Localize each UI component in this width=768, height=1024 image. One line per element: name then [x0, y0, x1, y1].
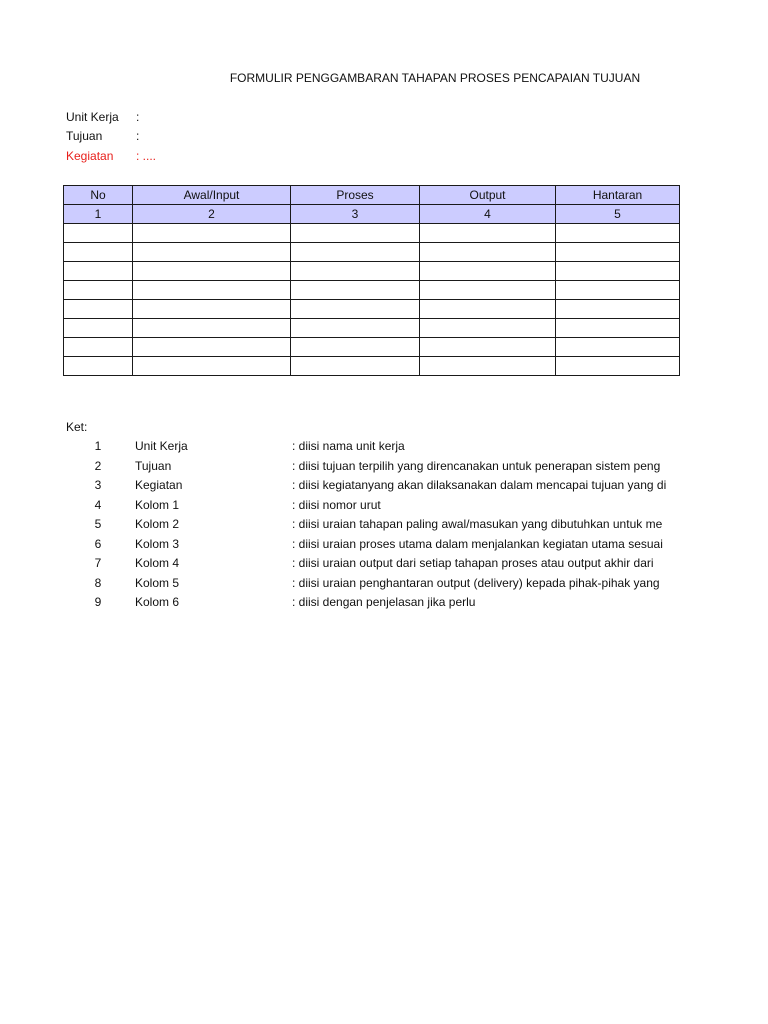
notes-heading: Ket: — [66, 420, 88, 434]
table-cell[interactable] — [64, 243, 133, 262]
kegiatan-value: : .... — [136, 149, 157, 163]
notes-section — [66, 418, 678, 613]
note-description: : diisi uraian proses utama dalam menjalankan kegiatan utama sesuai — [292, 536, 663, 551]
table-cell[interactable] — [133, 300, 291, 319]
table-cell[interactable] — [556, 243, 680, 262]
table-row — [64, 281, 680, 300]
table-cell[interactable] — [291, 357, 420, 376]
table-cell[interactable] — [556, 281, 680, 300]
note-number: 4 — [94, 497, 102, 512]
header-hantaran: Hantaran — [556, 186, 680, 205]
note-item — [66, 437, 678, 457]
note-term: Unit Kerja — [135, 439, 188, 453]
table-cell[interactable] — [133, 281, 291, 300]
notes-list — [66, 437, 678, 613]
column-number: 3 — [291, 205, 420, 224]
table-cell[interactable] — [64, 338, 133, 357]
note-description: : diisi kegiatanyang akan dilaksanakan dalam mencapai tujuan yang di — [292, 478, 667, 492]
table-cell[interactable] — [291, 281, 420, 300]
note-term: Kolom 5 — [135, 575, 180, 590]
meta-unit-kerja — [66, 110, 139, 124]
note-description: : diisi uraian tahapan paling awal/masukan yang dibutuhkan untuk me — [292, 517, 663, 531]
table-cell[interactable] — [556, 300, 680, 319]
note-item — [66, 496, 678, 516]
kegiatan-label: Kegiatan — [66, 149, 114, 163]
table-row — [64, 224, 680, 243]
note-number: 5 — [94, 517, 102, 531]
header-awal-input: Awal/Input — [133, 186, 291, 205]
note-number: 6 — [94, 536, 102, 551]
table-cell[interactable] — [64, 357, 133, 376]
note-description: : diisi nama unit kerja — [292, 439, 405, 453]
note-item — [66, 535, 678, 555]
table-cell[interactable] — [133, 262, 291, 281]
note-number: 2 — [94, 458, 102, 473]
table-row — [64, 319, 680, 338]
table-cell[interactable] — [133, 319, 291, 338]
note-description: : diisi nomor urut — [292, 497, 381, 512]
table-cell[interactable] — [133, 357, 291, 376]
table-cell[interactable] — [556, 262, 680, 281]
table-cell[interactable] — [133, 338, 291, 357]
table-cell[interactable] — [420, 357, 556, 376]
table-cell[interactable] — [64, 224, 133, 243]
table-cell[interactable] — [420, 262, 556, 281]
unit-kerja-value: : — [136, 110, 140, 124]
note-term: Kegiatan — [135, 478, 183, 492]
form-title: FORMULIR PENGGAMBARAN TAHAPAN PROSES PENCAPAIAN TUJUAN — [229, 71, 641, 85]
header-no: No — [64, 186, 133, 205]
table-row — [64, 300, 680, 319]
meta-tujuan — [66, 129, 139, 143]
table-cell[interactable] — [420, 300, 556, 319]
note-number: 9 — [94, 595, 102, 609]
table-cell[interactable] — [420, 281, 556, 300]
table-cell[interactable] — [291, 243, 420, 262]
note-term: Kolom 1 — [135, 497, 180, 512]
table-row — [64, 338, 680, 357]
tujuan-label: Tujuan — [66, 129, 103, 143]
table-cell[interactable] — [556, 357, 680, 376]
table-cell[interactable] — [291, 338, 420, 357]
table-cell[interactable] — [291, 300, 420, 319]
note-item — [66, 554, 678, 574]
table-cell[interactable] — [420, 338, 556, 357]
header-output: Output — [420, 186, 556, 205]
table-cell[interactable] — [556, 224, 680, 243]
table-cell[interactable] — [556, 319, 680, 338]
table-header-row — [64, 186, 680, 205]
table-cell[interactable] — [64, 300, 133, 319]
table-column-number-row — [64, 205, 680, 224]
note-item — [66, 515, 678, 535]
note-term: Kolom 3 — [135, 536, 180, 551]
table-cell[interactable] — [133, 243, 291, 262]
note-item — [66, 457, 678, 477]
note-description: : diisi dengan penjelasan jika perlu — [292, 595, 476, 609]
note-description: : diisi uraian penghantaran output (delivery) kepada pihak-pihak yang — [292, 575, 660, 590]
note-description: : diisi tujuan terpilih yang direncanakan untuk penerapan sistem peng — [292, 458, 661, 473]
note-term: Kolom 6 — [135, 595, 180, 609]
table-row — [64, 243, 680, 262]
table-cell[interactable] — [64, 281, 133, 300]
note-term: Tujuan — [135, 458, 172, 473]
table-cell[interactable] — [291, 224, 420, 243]
note-term: Kolom 2 — [135, 517, 180, 531]
column-number: 4 — [420, 205, 556, 224]
table-cell[interactable] — [291, 262, 420, 281]
meta-kegiatan — [66, 149, 156, 163]
table-cell[interactable] — [556, 338, 680, 357]
table-cell[interactable] — [420, 319, 556, 338]
tujuan-value: : — [136, 129, 140, 143]
column-number: 2 — [133, 205, 291, 224]
table-cell[interactable] — [291, 319, 420, 338]
note-number: 8 — [94, 575, 102, 590]
column-number: 1 — [64, 205, 133, 224]
note-number: 3 — [94, 478, 102, 492]
table-body — [64, 224, 680, 376]
column-number: 5 — [556, 205, 680, 224]
table-cell[interactable] — [420, 224, 556, 243]
table-row — [64, 357, 680, 376]
note-number: 7 — [94, 556, 102, 570]
note-item — [66, 593, 678, 613]
note-number: 1 — [94, 439, 102, 453]
table-cell[interactable] — [64, 319, 133, 338]
note-description: : diisi uraian output dari setiap tahapan proses atau output akhir dari — [292, 556, 654, 570]
process-table — [63, 185, 680, 376]
header-proses: Proses — [291, 186, 420, 205]
unit-kerja-label: Unit Kerja — [66, 110, 119, 124]
table-cell[interactable] — [420, 243, 556, 262]
note-item — [66, 476, 678, 496]
table-cell[interactable] — [133, 224, 291, 243]
note-item — [66, 574, 678, 594]
table-cell[interactable] — [64, 262, 133, 281]
note-term: Kolom 4 — [135, 556, 180, 570]
table-row — [64, 262, 680, 281]
